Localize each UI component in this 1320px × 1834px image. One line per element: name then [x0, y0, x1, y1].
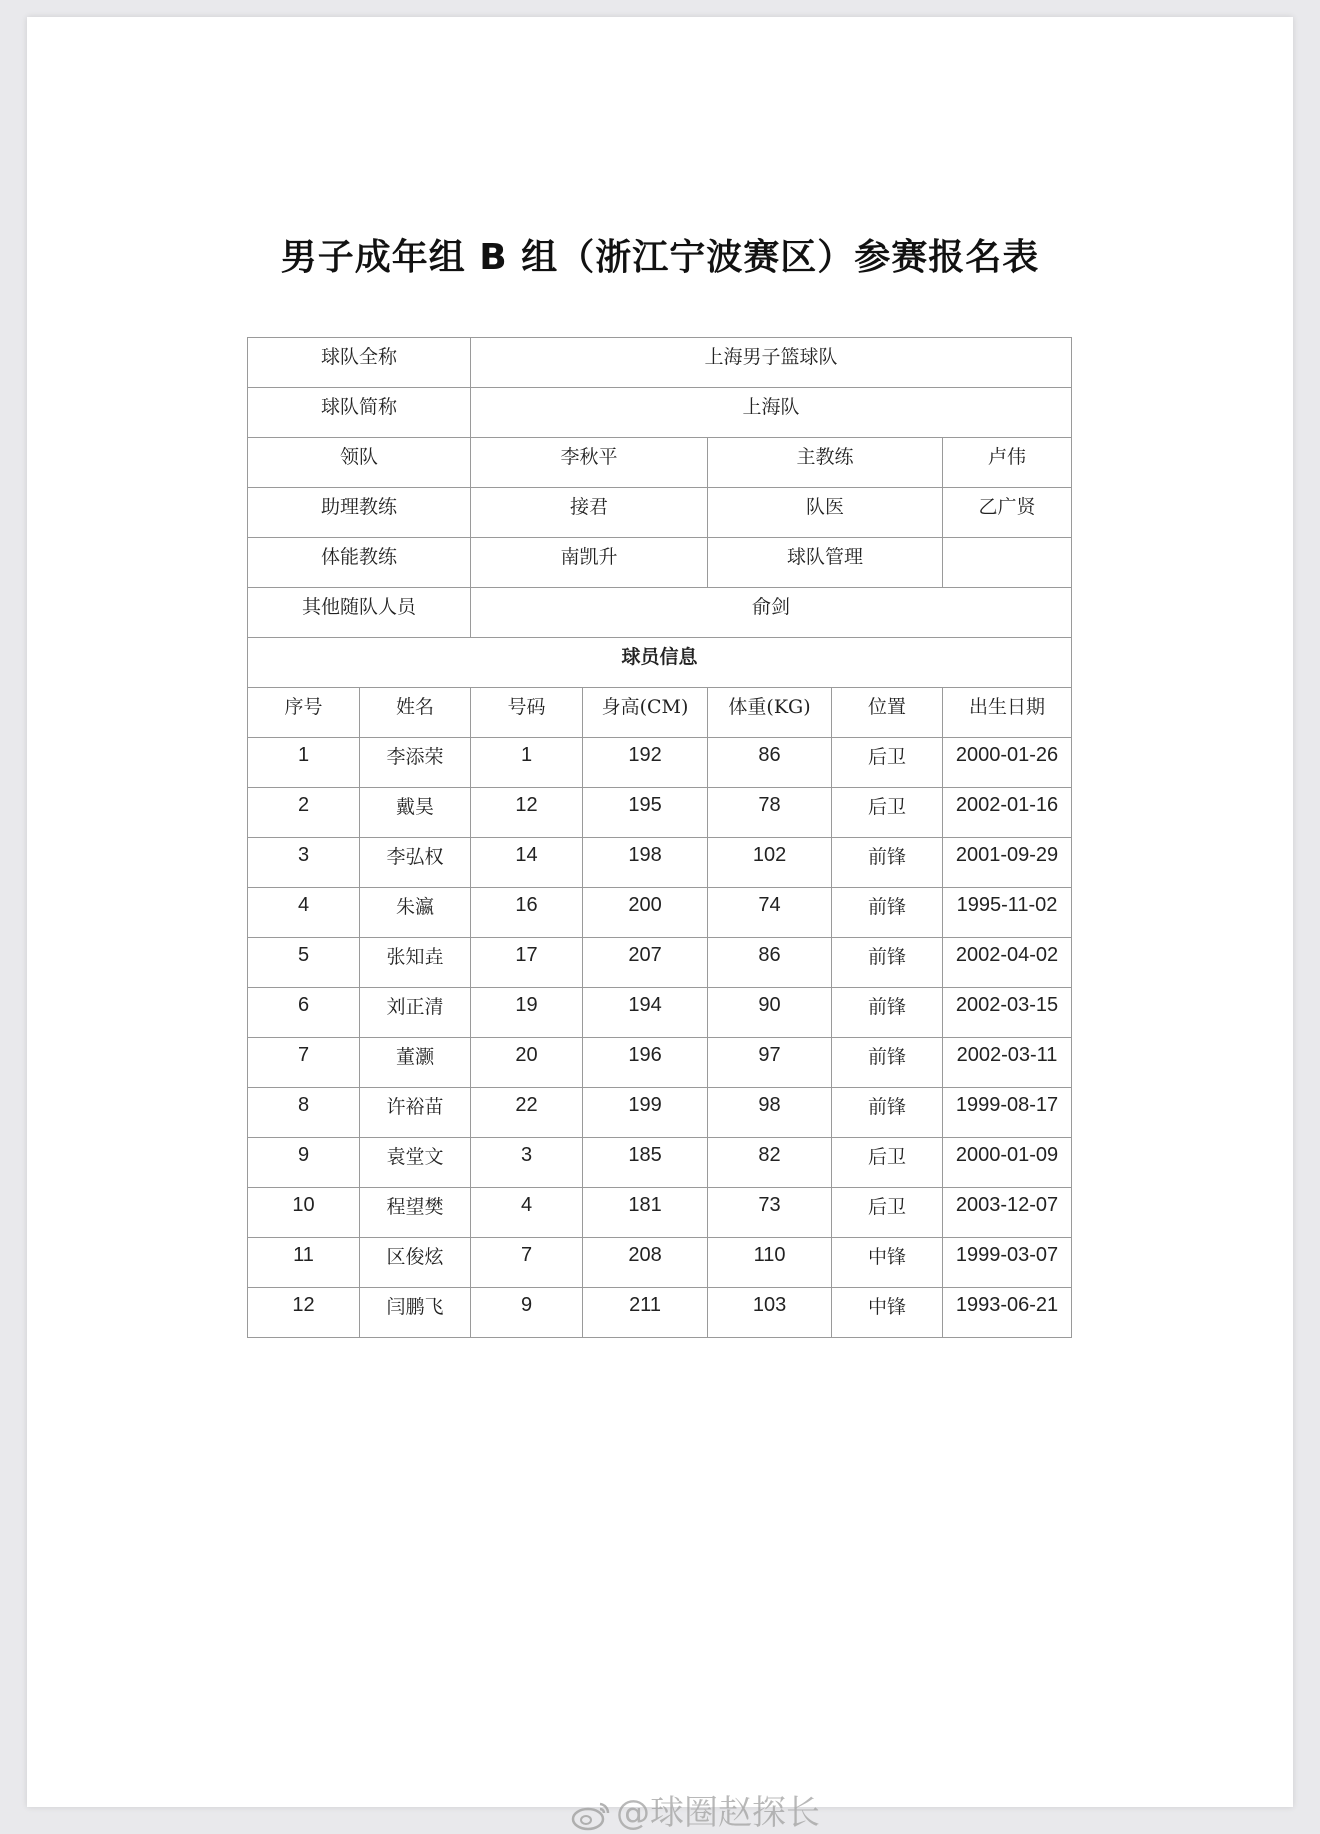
cell-jersey-number: 17 — [471, 938, 583, 988]
cell-jersey-number: 3 — [471, 1138, 583, 1188]
cell-jersey-number: 20 — [471, 1038, 583, 1088]
value-other-staff: 俞剑 — [471, 588, 1072, 638]
cell-height: 208 — [583, 1238, 708, 1288]
cell-name: 朱瀛 — [360, 888, 471, 938]
cell-birth-date: 2002-03-11 — [943, 1038, 1072, 1088]
player-header-row — [248, 688, 1072, 738]
cell-weight: 82 — [708, 1138, 832, 1188]
cell-jersey-number: 9 — [471, 1288, 583, 1338]
cell-birth-date: 1999-08-17 — [943, 1088, 1072, 1138]
cell-position: 前锋 — [832, 988, 943, 1038]
cell-birth-date: 1999-03-07 — [943, 1238, 1072, 1288]
cell-position: 前锋 — [832, 1088, 943, 1138]
cell-position: 后卫 — [832, 788, 943, 838]
cell-index: 8 — [248, 1088, 360, 1138]
cell-height: 196 — [583, 1038, 708, 1088]
column-header: 号码 — [471, 688, 583, 738]
cell-position: 前锋 — [832, 938, 943, 988]
cell-index: 11 — [248, 1238, 360, 1288]
player-row — [248, 1138, 1072, 1188]
column-header: 身高(CM) — [583, 688, 708, 738]
cell-birth-date: 2002-01-16 — [943, 788, 1072, 838]
cell-jersey-number: 1 — [471, 738, 583, 788]
value-team-doctor: 乙广贤 — [943, 488, 1072, 538]
cell-height: 194 — [583, 988, 708, 1038]
value-full-name: 上海男子篮球队 — [471, 338, 1072, 388]
value-head-coach: 卢伟 — [943, 438, 1072, 488]
value-team-manager — [943, 538, 1072, 588]
cell-name: 许裕苗 — [360, 1088, 471, 1138]
column-header: 位置 — [832, 688, 943, 738]
cell-birth-date: 2002-04-02 — [943, 938, 1072, 988]
cell-birth-date: 2000-01-09 — [943, 1138, 1072, 1188]
row-other-staff — [248, 588, 1072, 638]
row-leader — [248, 438, 1072, 488]
cell-jersey-number: 14 — [471, 838, 583, 888]
label-team-doctor: 队医 — [708, 488, 943, 538]
document-title: 男子成年组 B 组（浙江宁波赛区）参赛报名表 — [280, 237, 1040, 278]
cell-weight: 78 — [708, 788, 832, 838]
cell-jersey-number: 7 — [471, 1238, 583, 1288]
cell-birth-date: 2002-03-15 — [943, 988, 1072, 1038]
cell-name: 李弘权 — [360, 838, 471, 888]
cell-weight: 74 — [708, 888, 832, 938]
cell-index: 7 — [248, 1038, 360, 1088]
cell-position: 后卫 — [832, 738, 943, 788]
cell-index: 6 — [248, 988, 360, 1038]
label-head-coach: 主教练 — [708, 438, 943, 488]
cell-weight: 110 — [708, 1238, 832, 1288]
column-header: 体重(KG) — [708, 688, 832, 738]
cell-index: 1 — [248, 738, 360, 788]
cell-position: 后卫 — [832, 1188, 943, 1238]
row-fitness-coach — [248, 538, 1072, 588]
cell-height: 200 — [583, 888, 708, 938]
cell-name: 袁堂文 — [360, 1138, 471, 1188]
value-fitness-coach: 南凯升 — [471, 538, 708, 588]
row-assistant-coach — [248, 488, 1072, 538]
cell-height: 199 — [583, 1088, 708, 1138]
cell-index: 5 — [248, 938, 360, 988]
cell-position: 后卫 — [832, 1138, 943, 1188]
cell-birth-date: 2003-12-07 — [943, 1188, 1072, 1238]
player-row — [248, 738, 1072, 788]
cell-position: 中锋 — [832, 1288, 943, 1338]
player-row — [248, 1188, 1072, 1238]
player-row — [248, 938, 1072, 988]
cell-height: 211 — [583, 1288, 708, 1338]
cell-weight: 97 — [708, 1038, 832, 1088]
cell-position: 前锋 — [832, 838, 943, 888]
cell-index: 12 — [248, 1288, 360, 1338]
label-other-staff: 其他随队人员 — [248, 588, 471, 638]
cell-jersey-number: 4 — [471, 1188, 583, 1238]
label-team-manager: 球队管理 — [708, 538, 943, 588]
cell-name: 刘正清 — [360, 988, 471, 1038]
column-header: 姓名 — [360, 688, 471, 738]
cell-weight: 90 — [708, 988, 832, 1038]
cell-birth-date: 1993-06-21 — [943, 1288, 1072, 1338]
cell-height: 181 — [583, 1188, 708, 1238]
watermark — [570, 1785, 820, 1834]
label-short-name: 球队简称 — [248, 388, 471, 438]
cell-weight: 102 — [708, 838, 832, 888]
cell-height: 198 — [583, 838, 708, 888]
cell-position: 中锋 — [832, 1238, 943, 1288]
registration-table — [247, 337, 1072, 1338]
cell-weight: 73 — [708, 1188, 832, 1238]
player-row — [248, 1288, 1072, 1338]
cell-jersey-number: 16 — [471, 888, 583, 938]
cell-name: 闫鹏飞 — [360, 1288, 471, 1338]
cell-birth-date: 2000-01-26 — [943, 738, 1072, 788]
player-row — [248, 888, 1072, 938]
cell-birth-date: 1995-11-02 — [943, 888, 1072, 938]
player-row — [248, 988, 1072, 1038]
label-full-name: 球队全称 — [248, 338, 471, 388]
document-page — [27, 17, 1293, 1833]
row-full-name — [248, 338, 1072, 388]
cell-weight: 98 — [708, 1088, 832, 1138]
value-assistant-coach: 接君 — [471, 488, 708, 538]
player-row — [248, 1238, 1072, 1288]
label-leader: 领队 — [248, 438, 471, 488]
player-rows — [248, 738, 1072, 1338]
value-leader: 李秋平 — [471, 438, 708, 488]
row-section-title — [248, 638, 1072, 688]
cell-index: 2 — [248, 788, 360, 838]
value-short-name: 上海队 — [471, 388, 1072, 438]
label-fitness-coach: 体能教练 — [248, 538, 471, 588]
watermark-text: @球圈赵探长 — [616, 1793, 820, 1833]
cell-jersey-number: 22 — [471, 1088, 583, 1138]
weibo-logo-icon — [570, 1798, 614, 1832]
cell-height: 195 — [583, 788, 708, 838]
player-row — [248, 788, 1072, 838]
cell-height: 192 — [583, 738, 708, 788]
cell-name: 李添荣 — [360, 738, 471, 788]
cell-weight: 86 — [708, 938, 832, 988]
cell-index: 10 — [248, 1188, 360, 1238]
label-assistant-coach: 助理教练 — [248, 488, 471, 538]
cell-weight: 103 — [708, 1288, 832, 1338]
column-header: 序号 — [248, 688, 360, 738]
column-header: 出生日期 — [943, 688, 1072, 738]
cell-index: 9 — [248, 1138, 360, 1188]
cell-height: 207 — [583, 938, 708, 988]
cell-position: 前锋 — [832, 888, 943, 938]
cell-jersey-number: 19 — [471, 988, 583, 1038]
cell-name: 程望樊 — [360, 1188, 471, 1238]
cell-weight: 86 — [708, 738, 832, 788]
cell-jersey-number: 12 — [471, 788, 583, 838]
section-title-players: 球员信息 — [248, 638, 1072, 688]
player-row — [248, 1088, 1072, 1138]
cell-height: 185 — [583, 1138, 708, 1188]
cell-birth-date: 2001-09-29 — [943, 838, 1072, 888]
cell-index: 3 — [248, 838, 360, 888]
row-short-name — [248, 388, 1072, 438]
player-row — [248, 1038, 1072, 1088]
cell-name: 区俊炫 — [360, 1238, 471, 1288]
cell-name: 董灏 — [360, 1038, 471, 1088]
cell-position: 前锋 — [832, 1038, 943, 1088]
cell-index: 4 — [248, 888, 360, 938]
cell-name: 戴昊 — [360, 788, 471, 838]
cell-name: 张知垚 — [360, 938, 471, 988]
player-row — [248, 838, 1072, 888]
